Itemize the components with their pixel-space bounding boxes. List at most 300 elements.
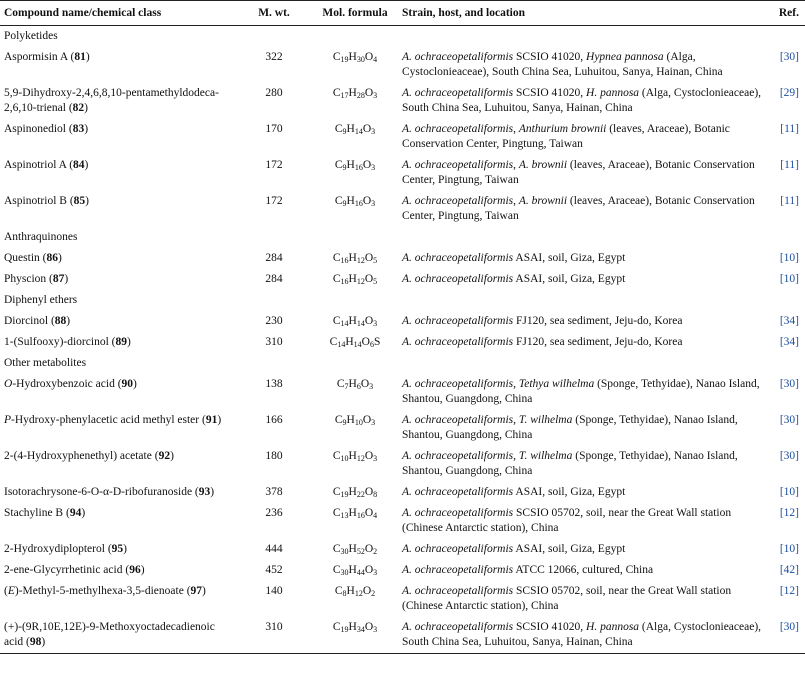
strain-host-location bbox=[398, 155, 768, 191]
formula-element: C bbox=[334, 414, 343, 426]
formula-count: 8 bbox=[373, 490, 378, 499]
table-row bbox=[0, 581, 805, 617]
reference-link[interactable]: [34] bbox=[779, 336, 799, 348]
section-title: Anthraquinones bbox=[4, 231, 78, 243]
formula-count: 16 bbox=[340, 256, 349, 265]
formula-element: H bbox=[346, 585, 355, 597]
strain-info: ASAI, soil, Giza, Egypt bbox=[513, 252, 626, 264]
strain-info: ATCC 12066, cultured, China bbox=[513, 564, 654, 576]
molecular-formula bbox=[312, 311, 398, 332]
formula-count: 14 bbox=[354, 127, 363, 136]
formula-count: 3 bbox=[371, 127, 376, 136]
formula-count: 3 bbox=[373, 454, 378, 463]
molecular-formula bbox=[312, 248, 398, 269]
reference-link[interactable]: [29] bbox=[779, 87, 799, 99]
formula-count: 14 bbox=[353, 340, 362, 349]
molecular-weight: 378 bbox=[265, 486, 283, 498]
compound-name: O-Hydroxybenzoic acid (90) bbox=[4, 378, 137, 390]
species-name: A. ochraceopetaliformis bbox=[402, 336, 514, 348]
table-row bbox=[0, 503, 805, 539]
compound-number: 85 bbox=[73, 195, 86, 207]
molecular-formula bbox=[312, 482, 398, 503]
formula-count: 5 bbox=[373, 256, 378, 265]
molecular-weight: 284 bbox=[265, 252, 283, 264]
reference-link[interactable]: [30] bbox=[779, 51, 799, 63]
compound-name: 1-(Sulfooxy)-diorcinol (89) bbox=[4, 336, 131, 348]
compound-name: Isotorachrysone-6-O-α-D-ribofuranoside (93) bbox=[4, 486, 215, 498]
host-name: H. pannosa bbox=[586, 621, 640, 633]
formula-element: S bbox=[373, 336, 381, 348]
section-title: Other metabolites bbox=[4, 357, 87, 369]
formula-count: 8 bbox=[342, 589, 347, 598]
formula-count: 12 bbox=[356, 277, 365, 286]
formula-count: 9 bbox=[342, 418, 347, 427]
formula-element: C bbox=[336, 378, 345, 390]
formula-element: H bbox=[348, 450, 357, 462]
molecular-weight: 284 bbox=[265, 273, 283, 285]
compound-number: 89 bbox=[115, 336, 127, 348]
location-info: (leaves, Araceae), Botanic Conservation Center, Pingtung, Taiwan bbox=[402, 195, 755, 222]
formula-count: 44 bbox=[356, 568, 365, 577]
compound-name: Aspinotriol A (84) bbox=[4, 159, 89, 171]
formula-count: 22 bbox=[356, 490, 365, 499]
molecular-formula bbox=[312, 83, 398, 119]
compound-number: 94 bbox=[69, 507, 82, 519]
compound-name-text: -Hydroxy-phenylacetic acid methyl ester bbox=[11, 414, 200, 426]
table-row bbox=[0, 47, 805, 83]
molecular-formula bbox=[312, 560, 398, 581]
compound-name: Questin (86) bbox=[4, 252, 62, 264]
reference-link[interactable]: [11] bbox=[780, 195, 799, 207]
species-name: A. ochraceopetaliformis bbox=[402, 195, 514, 207]
molecular-formula bbox=[312, 269, 398, 290]
table-row bbox=[0, 539, 805, 560]
formula-element: H bbox=[348, 87, 357, 99]
formula-count: 2 bbox=[373, 547, 378, 556]
formula-count: 3 bbox=[373, 91, 378, 100]
formula-element: C bbox=[332, 273, 341, 285]
compound-name: (E)-Methyl-5-methylhexa-3,5-dienoate (97) bbox=[4, 585, 206, 597]
strain-info: , bbox=[513, 195, 519, 207]
formula-count: 10 bbox=[340, 454, 349, 463]
compound-name: 2-Hydroxydiplopterol (95) bbox=[4, 543, 127, 555]
strain-host-location bbox=[398, 248, 768, 269]
reference-link[interactable]: [12] bbox=[779, 585, 799, 597]
species-name: A. ochraceopetaliformis, bbox=[402, 414, 519, 426]
host-name: Hypnea pannosa bbox=[586, 51, 664, 63]
compound-name-italic: P bbox=[4, 414, 12, 426]
compound-number: 82 bbox=[72, 102, 85, 114]
formula-count: 14 bbox=[356, 319, 365, 328]
formula-element: C bbox=[334, 123, 343, 135]
host-name: A. brownii bbox=[518, 195, 568, 207]
strain-host-location bbox=[398, 446, 768, 482]
strain-host-location bbox=[398, 410, 768, 446]
strain-info: SCSIO 41020, bbox=[513, 87, 587, 99]
molecular-weight: 310 bbox=[236, 617, 312, 654]
table-row bbox=[0, 155, 805, 191]
compound-name: Stachyline B (94) bbox=[4, 507, 86, 519]
strain-host-location bbox=[398, 119, 768, 155]
formula-element: H bbox=[346, 159, 355, 171]
formula-element: O bbox=[364, 273, 374, 285]
compound-name-prefix: ( bbox=[4, 585, 8, 597]
formula-element: H bbox=[348, 51, 357, 63]
formula-element: H bbox=[348, 543, 357, 555]
header-strain: Strain, host, and location bbox=[398, 1, 768, 26]
strain-info: SCSIO 41020, bbox=[513, 51, 587, 63]
location-info: (Sponge, Tethyidae), Nanao Island, Shantou, Guangdong, China bbox=[402, 378, 760, 405]
reference-link[interactable]: [30] bbox=[779, 414, 799, 426]
strain-host-location bbox=[398, 311, 768, 332]
table-body bbox=[0, 26, 805, 654]
formula-element: H bbox=[348, 486, 357, 498]
formula-element: H bbox=[348, 273, 357, 285]
formula-count: 5 bbox=[373, 277, 378, 286]
strain-host-location bbox=[398, 560, 768, 581]
strain-host-location bbox=[398, 332, 768, 353]
molecular-weight: 452 bbox=[265, 564, 283, 576]
reference-link[interactable]: [12] bbox=[779, 507, 799, 519]
formula-element: O bbox=[362, 414, 372, 426]
table-row bbox=[0, 560, 805, 581]
species-name: A. ochraceopetaliformis bbox=[402, 621, 514, 633]
formula-count: 16 bbox=[356, 511, 365, 520]
formula-count: 19 bbox=[340, 490, 349, 499]
compound-name-text: (+)-(9R,10E,12E)-9-Methoxyoctadecadienoic acid bbox=[4, 621, 215, 648]
formula-element: C bbox=[329, 336, 338, 348]
compound-name: 2-(4-Hydroxyphenethyl) acetate (92) bbox=[4, 450, 174, 462]
reference-link[interactable]: [34] bbox=[779, 315, 799, 327]
molecular-weight: 322 bbox=[265, 51, 283, 63]
formula-element: C bbox=[334, 195, 343, 207]
formula-count: 4 bbox=[373, 55, 378, 64]
host-name: H. pannosa bbox=[586, 87, 640, 99]
species-name: A. ochraceopetaliformis, bbox=[402, 378, 519, 390]
molecular-formula bbox=[312, 503, 398, 539]
compound-name-italic: O bbox=[4, 378, 13, 390]
location-info: (Alga, Cystoclonieaceae), South China Sea, Luhuitou, Sanya, Hainan, China bbox=[402, 51, 723, 78]
strain-host-location bbox=[398, 503, 768, 539]
table-row bbox=[0, 410, 805, 446]
formula-element: C bbox=[332, 315, 341, 327]
compound-name-text: )-Methyl-5-methylhexa-3,5-dienoate bbox=[14, 585, 184, 597]
species-name: A. ochraceopetaliformis bbox=[402, 486, 514, 498]
strain-host-location bbox=[398, 482, 768, 503]
species-name: A. ochraceopetaliformis bbox=[402, 87, 514, 99]
location-info: (leaves, Araceae), Botanic Conservation Center, Pingtung, Taiwan bbox=[402, 123, 730, 150]
formula-element: H bbox=[345, 336, 354, 348]
formula-element: O bbox=[362, 123, 372, 135]
formula-count: 16 bbox=[340, 277, 349, 286]
species-name: A. ochraceopetaliformis bbox=[402, 507, 514, 519]
formula-element: C bbox=[332, 87, 341, 99]
compound-number: 95 bbox=[111, 543, 124, 555]
formula-element: O bbox=[364, 564, 374, 576]
molecular-formula bbox=[312, 539, 398, 560]
compound-name: P-Hydroxy-phenylacetic acid methyl ester (91) bbox=[4, 414, 222, 426]
section-row bbox=[0, 227, 805, 248]
reference-link[interactable]: [10] bbox=[779, 252, 799, 264]
molecular-weight: 180 bbox=[265, 450, 283, 462]
compound-name: 2-ene-Glycyrrhetinic acid (96) bbox=[4, 564, 145, 576]
strain-info: SCSIO 05702, soil, near the Great Wall station (Chinese Antarctic station), China bbox=[402, 585, 732, 612]
section-title: Polyketides bbox=[4, 30, 58, 42]
reference-link[interactable]: [30] bbox=[768, 617, 805, 654]
formula-count: 2 bbox=[371, 589, 376, 598]
reference-link[interactable]: [30] bbox=[779, 378, 799, 390]
formula-element: C bbox=[334, 159, 343, 171]
formula-element: O bbox=[364, 507, 374, 519]
header-mw: M. wt. bbox=[236, 1, 312, 26]
formula-element: C bbox=[332, 507, 341, 519]
formula-element: C bbox=[332, 564, 341, 576]
molecular-formula bbox=[312, 374, 398, 410]
formula-count: 19 bbox=[340, 55, 349, 64]
formula-count: 34 bbox=[356, 625, 365, 634]
compound-name: Aspinonediol (83) bbox=[4, 123, 89, 135]
compound-name-text: Aspormisin A bbox=[4, 51, 68, 63]
formula-element: O bbox=[364, 252, 374, 264]
table-row bbox=[0, 446, 805, 482]
strain-host-location bbox=[398, 83, 768, 119]
formula-count: 12 bbox=[356, 256, 365, 265]
formula-element: O bbox=[364, 486, 374, 498]
formula-count: 16 bbox=[354, 163, 363, 172]
header-compound: Compound name/chemical class bbox=[0, 1, 236, 26]
strain-host-location bbox=[398, 47, 768, 83]
strain-host-location bbox=[398, 617, 768, 654]
formula-count: 3 bbox=[373, 568, 378, 577]
formula-element: H bbox=[348, 621, 357, 633]
compound-name-text: 1-(Sulfooxy)-diorcinol bbox=[4, 336, 109, 348]
strain-info: SCSIO 41020, bbox=[513, 621, 587, 633]
table-row bbox=[0, 248, 805, 269]
table-row bbox=[0, 269, 805, 290]
species-name: A. ochraceopetaliformis bbox=[402, 585, 514, 597]
compound-number: 91 bbox=[205, 414, 218, 426]
molecular-weight: 138 bbox=[265, 378, 283, 390]
host-name: T. wilhelma bbox=[518, 450, 573, 462]
compound-name: Aspormisin A (81) bbox=[4, 51, 90, 63]
strain-host-location bbox=[398, 374, 768, 410]
formula-count: 3 bbox=[371, 418, 376, 427]
molecular-weight: 166 bbox=[265, 414, 283, 426]
formula-count: 9 bbox=[342, 163, 347, 172]
reference-link[interactable]: [11] bbox=[780, 159, 799, 171]
molecular-weight: 172 bbox=[265, 195, 283, 207]
species-name: A. ochraceopetaliformis, bbox=[402, 450, 519, 462]
formula-element: O bbox=[364, 450, 374, 462]
strain-info: ASAI, soil, Giza, Egypt bbox=[513, 543, 626, 555]
molecular-weight: 170 bbox=[265, 123, 283, 135]
formula-element: C bbox=[332, 621, 341, 633]
molecular-formula bbox=[312, 581, 398, 617]
location-info: (Alga, Cystoclonieaceae), South China Sea, Luhuitou, Sanya, Hainan, China bbox=[402, 621, 762, 648]
compound-name-text: Diorcinol bbox=[4, 315, 49, 327]
formula-count: 9 bbox=[342, 199, 347, 208]
location-info: (Sponge, Tethyidae), Nanao Island, Shantou, Guangdong, China bbox=[402, 450, 738, 477]
formula-count: 14 bbox=[337, 340, 346, 349]
table-row bbox=[0, 617, 805, 654]
formula-element: H bbox=[346, 414, 355, 426]
formula-element: H bbox=[346, 195, 355, 207]
formula-count: 16 bbox=[354, 199, 363, 208]
formula-element: H bbox=[348, 564, 357, 576]
location-info: (Sponge, Tethyidae), Nanao Island, Shantou, Guangdong, China bbox=[402, 414, 738, 441]
compound-number: 97 bbox=[190, 585, 203, 597]
formula-count: 12 bbox=[356, 454, 365, 463]
formula-count: 10 bbox=[354, 418, 363, 427]
reference-link[interactable]: [11] bbox=[780, 123, 799, 135]
species-name: A. ochraceopetaliformis bbox=[402, 123, 514, 135]
molecular-weight: 444 bbox=[265, 543, 283, 555]
compound-name-text: Aspinotriol B bbox=[4, 195, 67, 207]
reference-link[interactable]: [10] bbox=[779, 543, 799, 555]
reference-link[interactable]: [30] bbox=[779, 450, 799, 462]
compound-name-text: 5,9-Dihydroxy-2,4,6,8,10-pentamethyldodeca-2,6,10-trienal bbox=[4, 87, 219, 114]
compound-number: 92 bbox=[158, 450, 171, 462]
strain-host-location bbox=[398, 581, 768, 617]
strain-host-location bbox=[398, 539, 768, 560]
reference-link[interactable]: [10] bbox=[779, 273, 799, 285]
compound-name-text: 2-(4-Hydroxyphenethyl) acetate bbox=[4, 450, 152, 462]
formula-element: H bbox=[348, 252, 357, 264]
molecular-weight: 230 bbox=[265, 315, 283, 327]
formula-count: 6 bbox=[356, 382, 361, 391]
section-row bbox=[0, 26, 805, 48]
compound-name-text: Questin bbox=[4, 252, 40, 264]
formula-element: O bbox=[364, 315, 374, 327]
compound-name-text: -Hydroxybenzoic acid bbox=[12, 378, 115, 390]
formula-count: 6 bbox=[369, 340, 374, 349]
compound-name-text: Isotorachrysone-6-O-α-D-ribofuranoside bbox=[4, 486, 193, 498]
molecular-weight: 140 bbox=[265, 585, 283, 597]
formula-element: C bbox=[334, 585, 343, 597]
molecular-weight: 310 bbox=[265, 336, 283, 348]
formula-element: H bbox=[348, 378, 357, 390]
species-name: A. ochraceopetaliformis bbox=[402, 51, 514, 63]
formula-count: 28 bbox=[356, 91, 365, 100]
formula-count: 9 bbox=[342, 127, 347, 136]
host-name: Anthurium brownii bbox=[518, 123, 607, 135]
molecular-formula bbox=[312, 410, 398, 446]
molecular-weight: 172 bbox=[265, 159, 283, 171]
molecular-formula bbox=[312, 617, 398, 654]
formula-element: C bbox=[332, 486, 341, 498]
compound-name: Aspinotriol B (85) bbox=[4, 195, 89, 207]
formula-element: H bbox=[346, 123, 355, 135]
compound-number: 93 bbox=[198, 486, 211, 498]
formula-element: O bbox=[362, 195, 372, 207]
formula-count: 3 bbox=[373, 625, 378, 634]
formula-count: 3 bbox=[369, 382, 374, 391]
species-name: A. ochraceopetaliformis bbox=[402, 159, 514, 171]
molecular-formula bbox=[312, 119, 398, 155]
compound-number: 96 bbox=[129, 564, 141, 576]
formula-count: 3 bbox=[371, 199, 376, 208]
formula-element: O bbox=[360, 378, 370, 390]
formula-count: 30 bbox=[340, 547, 349, 556]
formula-element: C bbox=[332, 51, 341, 63]
table-row bbox=[0, 332, 805, 353]
compound-number: 88 bbox=[54, 315, 67, 327]
strain-info: SCSIO 05702, soil, near the Great Wall station (Chinese Antarctic station), China bbox=[402, 507, 732, 534]
compound-name: (+)-(9R,10E,12E)-9-Methoxyoctadecadienoic acid (98) bbox=[0, 617, 236, 654]
strain-info: , bbox=[513, 123, 519, 135]
table-row bbox=[0, 83, 805, 119]
formula-count: 4 bbox=[373, 511, 378, 520]
molecular-weight: 236 bbox=[265, 507, 283, 519]
molecular-formula bbox=[312, 446, 398, 482]
formula-count: 19 bbox=[340, 625, 349, 634]
formula-count: 30 bbox=[340, 568, 349, 577]
species-name: A. ochraceopetaliformis bbox=[402, 543, 514, 555]
section-row bbox=[0, 290, 805, 311]
formula-count: 7 bbox=[344, 382, 349, 391]
compound-number: 90 bbox=[121, 378, 134, 390]
compound-number: 84 bbox=[73, 159, 85, 171]
formula-element: O bbox=[361, 336, 370, 348]
strain-info: FJ120, sea sediment, Jeju-do, Korea bbox=[513, 315, 683, 327]
compound-name: Diorcinol (88) bbox=[4, 315, 71, 327]
formula-element: H bbox=[348, 315, 357, 327]
table-row bbox=[0, 119, 805, 155]
strain-host-location bbox=[398, 269, 768, 290]
formula-element: O bbox=[364, 87, 374, 99]
formula-count: 17 bbox=[340, 91, 349, 100]
location-info: (leaves, Araceae), Botanic Conservation Center, Pingtung, Taiwan bbox=[402, 159, 755, 186]
formula-element: C bbox=[332, 252, 341, 264]
molecular-formula bbox=[312, 155, 398, 191]
compound-number: 81 bbox=[74, 51, 86, 63]
compound-name: Physcion (87) bbox=[4, 273, 69, 285]
strain-info: ASAI, soil, Giza, Egypt bbox=[513, 273, 626, 285]
molecular-weight: 280 bbox=[265, 87, 283, 99]
section-title: Diphenyl ethers bbox=[4, 294, 78, 306]
compound-number: 83 bbox=[72, 123, 85, 135]
compound-number: 86 bbox=[46, 252, 58, 264]
compound-name-text: Physcion bbox=[4, 273, 47, 285]
formula-element: O bbox=[364, 621, 374, 633]
formula-count: 13 bbox=[340, 511, 349, 520]
header-row bbox=[0, 1, 805, 26]
molecular-formula bbox=[312, 332, 398, 353]
species-name: A. ochraceopetaliformis bbox=[402, 315, 514, 327]
species-name: A. ochraceopetaliformis bbox=[402, 273, 514, 285]
reference-link[interactable]: [42] bbox=[779, 564, 799, 576]
formula-count: 52 bbox=[356, 547, 365, 556]
table-row bbox=[0, 374, 805, 410]
formula-count: 3 bbox=[371, 163, 376, 172]
host-name: A. brownii bbox=[518, 159, 568, 171]
location-info: (Alga, Cystoclonieaceae), South China Sea, Luhuitou, Sanya, Hainan, China bbox=[402, 87, 762, 114]
host-name: T. wilhelma bbox=[518, 414, 573, 426]
formula-count: 30 bbox=[356, 55, 365, 64]
header-formula: Mol. formula bbox=[312, 1, 398, 26]
strain-info: ASAI, soil, Giza, Egypt bbox=[513, 486, 626, 498]
molecular-formula bbox=[312, 47, 398, 83]
table-row bbox=[0, 311, 805, 332]
compound-name: 5,9-Dihydroxy-2,4,6,8,10-pentamethyldodeca-2,6,10-trienal (82) bbox=[4, 87, 219, 114]
compound-name-text: Aspinotriol A bbox=[4, 159, 67, 171]
formula-element: O bbox=[364, 543, 374, 555]
reference-link[interactable]: [10] bbox=[779, 486, 799, 498]
table-row bbox=[0, 191, 805, 227]
formula-element: O bbox=[362, 585, 372, 597]
formula-element: O bbox=[364, 51, 374, 63]
table-row bbox=[0, 482, 805, 503]
